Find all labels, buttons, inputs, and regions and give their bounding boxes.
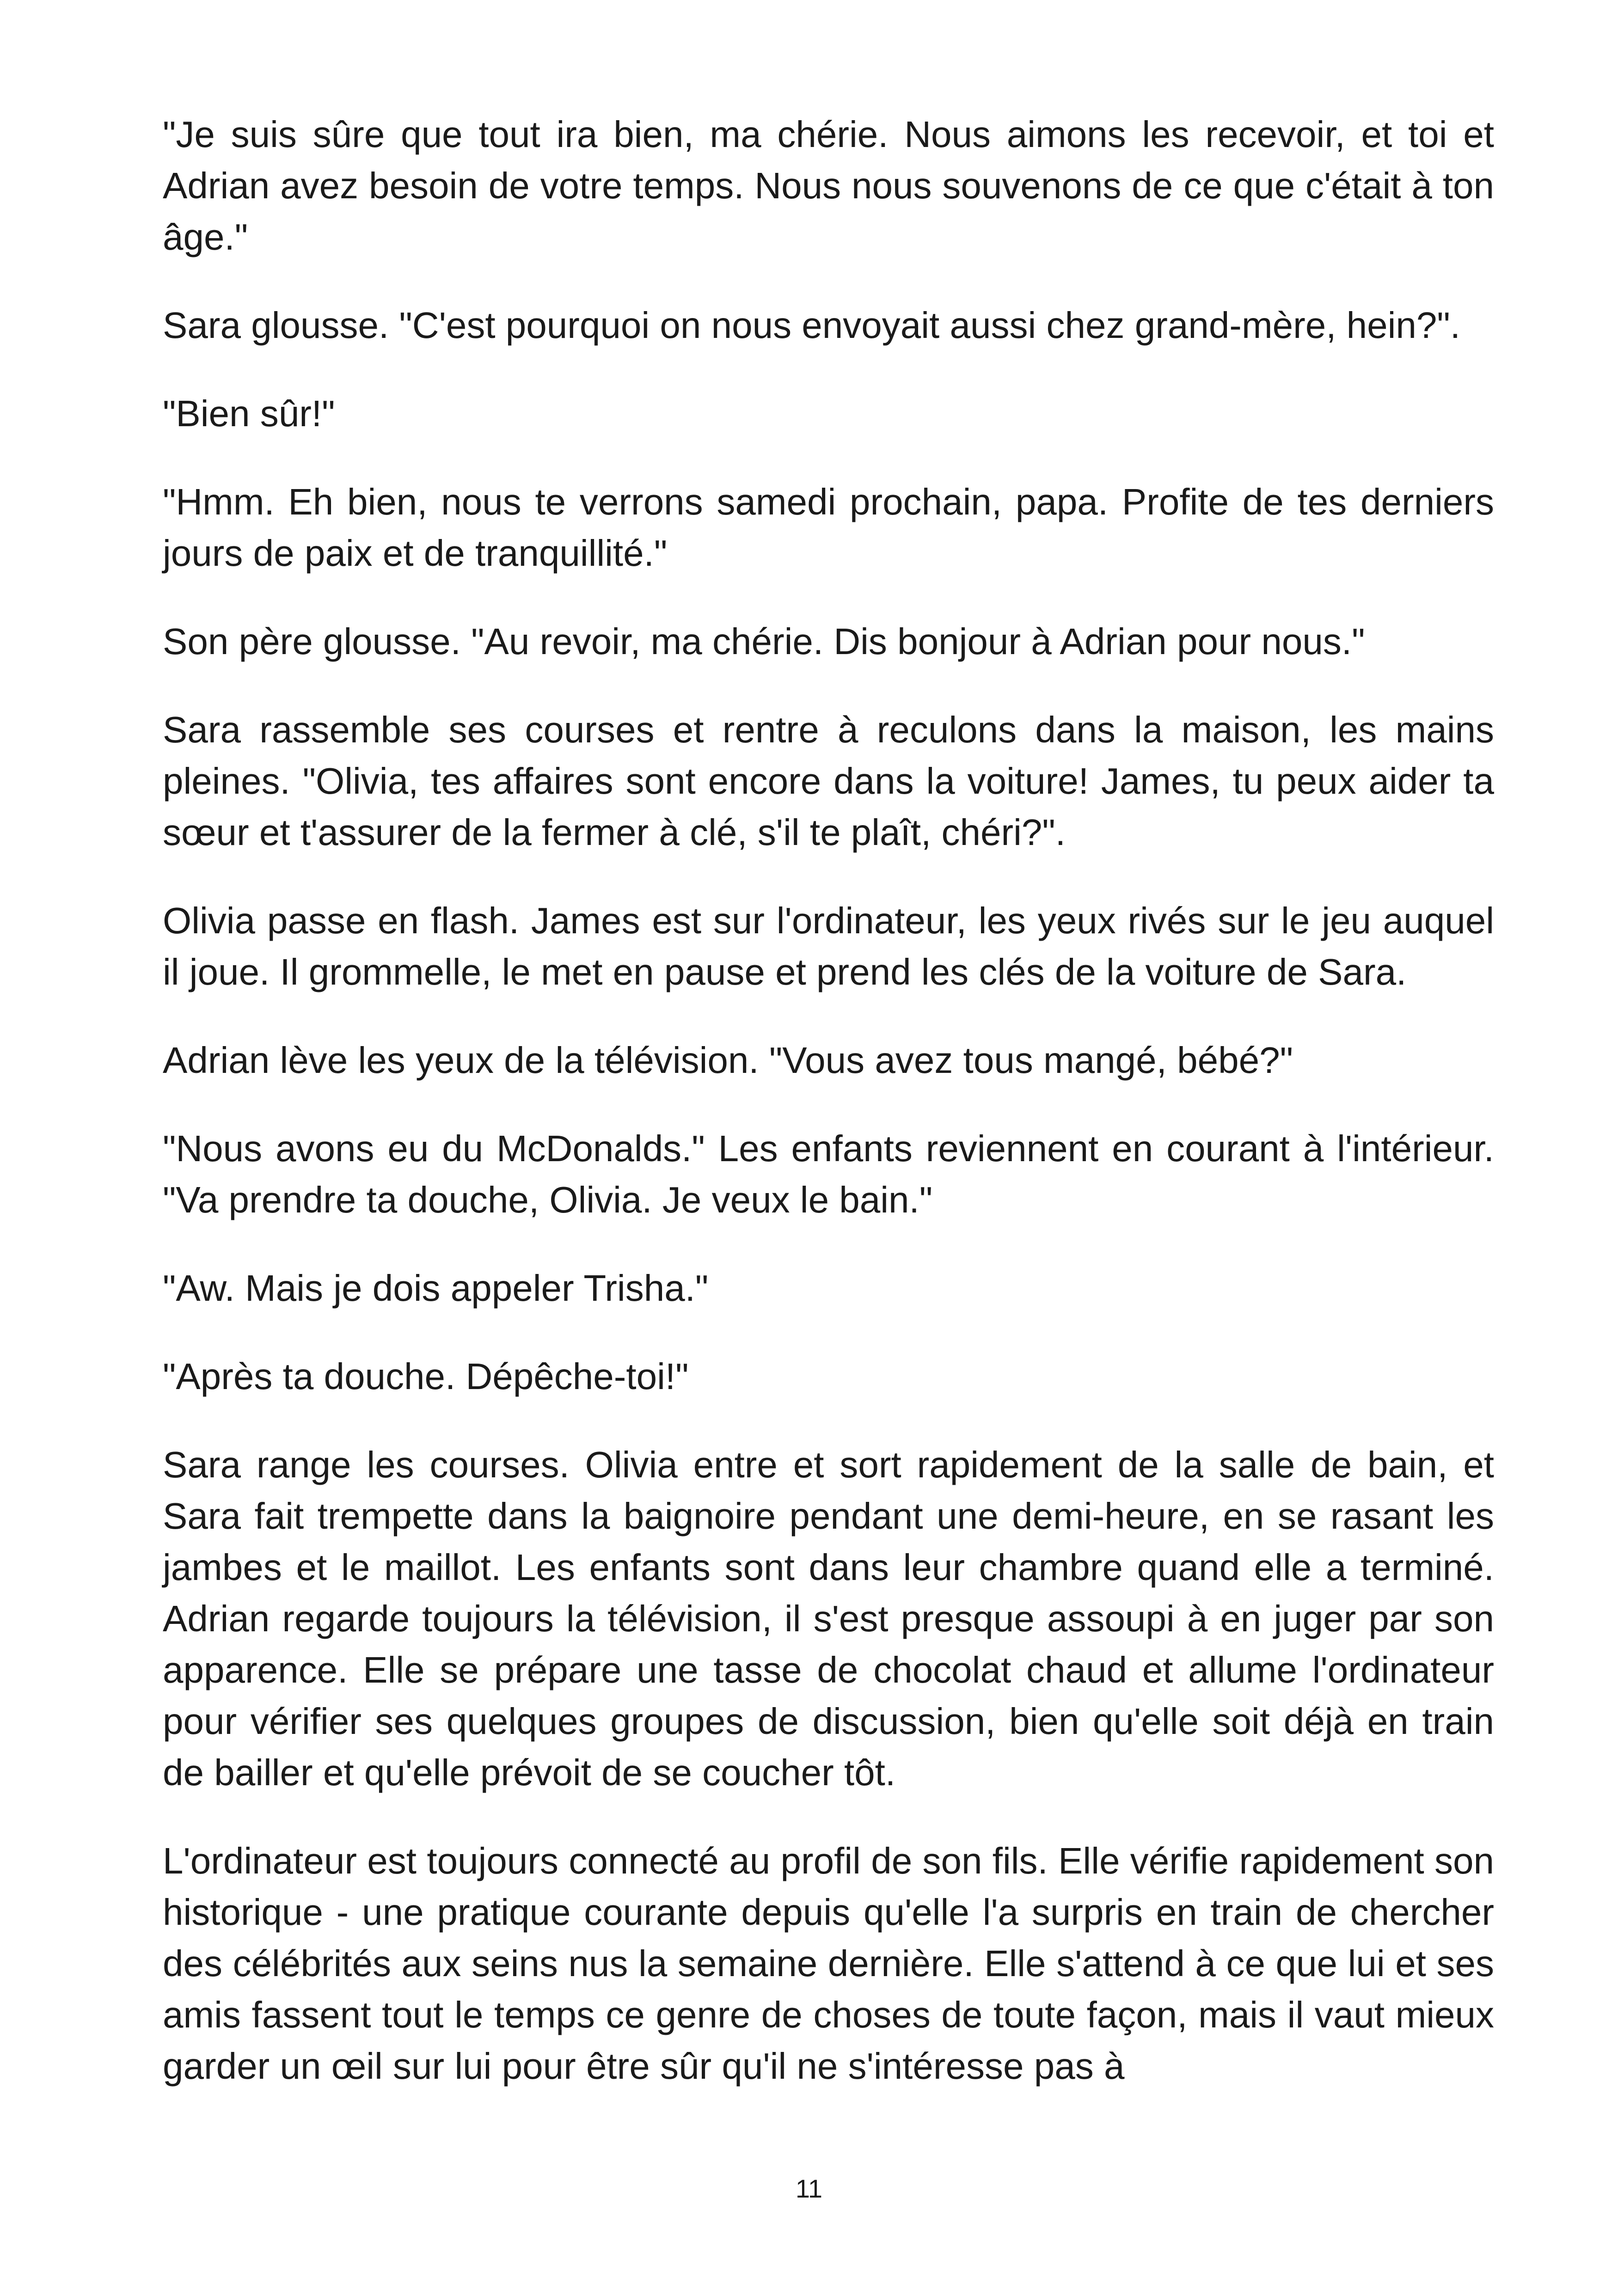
paragraph: "Hmm. Eh bien, nous te verrons samedi prochain, papa. Profite de tes derniers jours de paix et de tranquillité." (163, 481, 1494, 574)
paragraph: Son père glousse. "Au revoir, ma chérie. Dis bonjour à Adrian pour nous." (163, 621, 1365, 662)
page-number: 11 (795, 2174, 823, 2203)
paragraph: Sara glousse. "C'est pourquoi on nous envoyait aussi chez grand-mère, hein?". (163, 305, 1461, 346)
paragraph: "Après ta douche. Dépêche-toi!" (163, 1356, 689, 1397)
paragraph: L'ordinateur est toujours connecté au profil de son fils. Elle vérifie rapidement son historique - une pratique courante depuis qu'elle l'a surpris en train de chercher des célébrités aux seins nus la semaine dernière. Elle s'attend à ce que lui et ses amis fassent tout le temps ce genre de choses de toute façon, mais il vaut mieux garder un œil sur lui pour être sûr qu'il ne s'intéresse pas à (163, 1840, 1494, 2087)
paragraph: "Aw. Mais je dois appeler Trisha." (163, 1267, 709, 1309)
body-text (163, 109, 1494, 2092)
paragraph: Sara range les courses. Olivia entre et sort rapidement de la salle de bain, et Sara fait trempette dans la baignoire pendant une demi-heure, en se rasant les jambes et le maillot. Les enfants sont dans leur chambre quand elle a terminé. Adrian regarde toujours la télévision, il s'est presque assoupi à en juger par son apparence. Elle se prépare une tasse de chocolat chaud et allume l'ordinateur pour vérifier ses quelques groupes de discussion, bien qu'elle soit déjà en train de bailler et qu'elle prévoit de se coucher tôt. (163, 1444, 1494, 1793)
paragraph: "Nous avons eu du McDonalds." Les enfants reviennent en courant à l'intérieur. "Va prendre ta douche, Olivia. Je veux le bain." (163, 1128, 1494, 1220)
paragraph: Olivia passe en flash. James est sur l'ordinateur, les yeux rivés sur le jeu auquel il joue. Il grommelle, le met en pause et prend les clés de la voiture de Sara. (163, 900, 1494, 992)
paragraph: Sara rassemble ses courses et rentre à reculons dans la maison, les mains pleines. "Olivia, tes affaires sont encore dans la voiture! James, tu peux aider ta sœur et t'assurer de la fermer à clé, s'il te plaît, chéri?". (163, 709, 1494, 853)
paragraph: Adrian lève les yeux de la télévision. "Vous avez tous mangé, bébé?" (163, 1040, 1293, 1081)
paragraph: "Bien sûr!" (163, 393, 335, 434)
paragraph: "Je suis sûre que tout ira bien, ma chérie. Nous aimons les recevoir, et toi et Adrian avez besoin de votre temps. Nous nous souvenons de ce que c'était à ton âge." (163, 114, 1494, 257)
